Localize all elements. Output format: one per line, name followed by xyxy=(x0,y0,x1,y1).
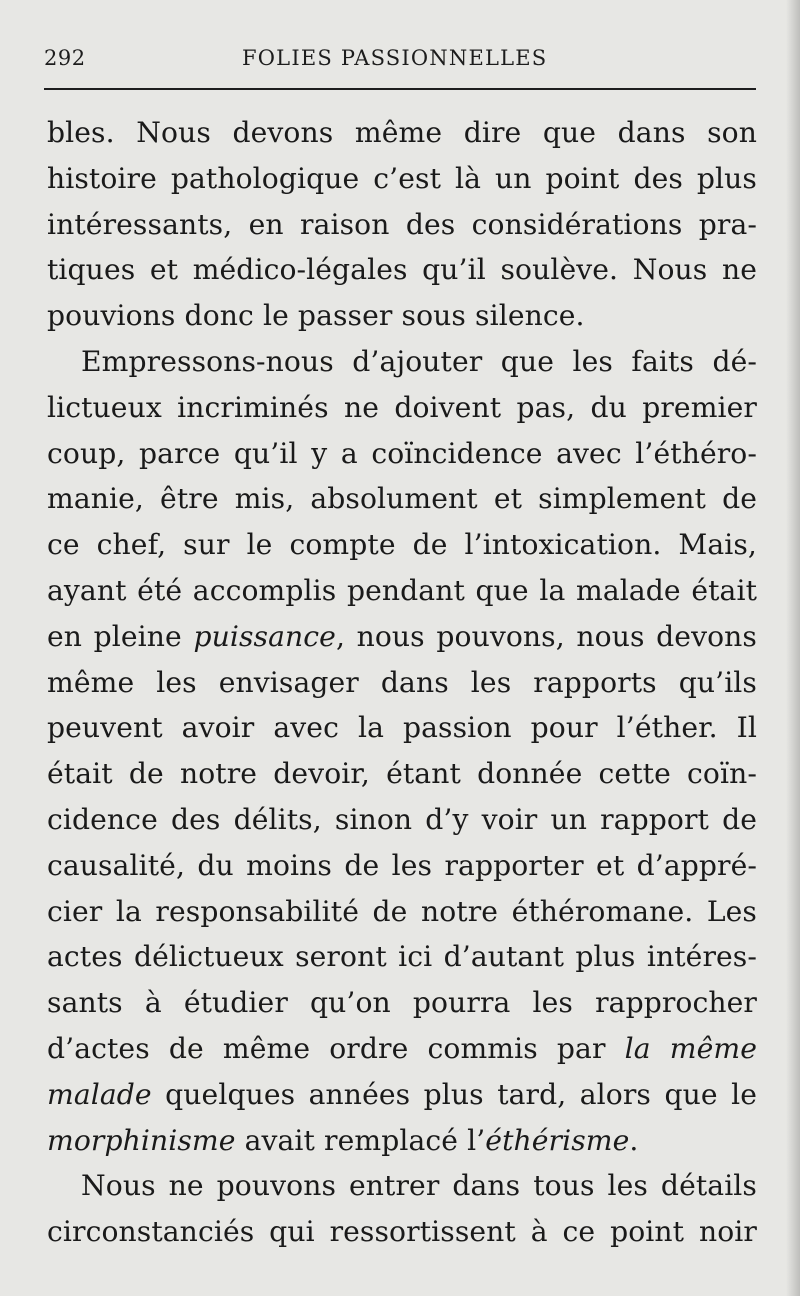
text-line xyxy=(47,751,757,797)
text-line xyxy=(47,1118,757,1164)
text-line xyxy=(47,431,757,477)
text-line xyxy=(47,614,757,660)
paragraph xyxy=(47,110,757,339)
text-run: d’actes de même ordre commis par xyxy=(47,1031,625,1065)
text-run: tiques et médico-légales qu’il soulève. Nous ne xyxy=(47,253,757,287)
text-line xyxy=(47,202,757,248)
text-run: ayant été accomplis pendant que la malade était xyxy=(47,573,757,607)
text-run: quelques années plus tard, alors que le xyxy=(151,1077,757,1111)
page-number: 292 xyxy=(44,46,86,70)
text-run: sants à étudier qu’on pourra les rapprocher xyxy=(47,986,757,1020)
italic-text: puissance xyxy=(193,619,336,653)
paragraph xyxy=(47,1163,757,1255)
running-title: FOLIES PASSIONNELLES xyxy=(242,46,548,70)
paragraph xyxy=(47,339,757,1163)
page-edge-shadow xyxy=(786,0,800,1296)
text-line xyxy=(47,1072,757,1118)
text-run: avait remplacé l’ xyxy=(235,1123,486,1157)
text-run: . xyxy=(629,1123,639,1157)
text-run: cier la responsabilité de notre éthéromane. Les xyxy=(47,894,757,928)
text-line xyxy=(47,1209,757,1255)
text-run: était de notre devoir, étant donnée cette coïn- xyxy=(47,757,757,791)
text-run: manie, être mis, absolument et simplement de xyxy=(47,482,757,516)
text-line xyxy=(47,110,757,156)
text-run: cidence des délits, sinon d’y voir un rapport de xyxy=(47,802,757,836)
text-run: histoire pathologique c’est là un point des plus xyxy=(47,161,757,195)
italic-text: morphinisme xyxy=(47,1123,236,1157)
text-line xyxy=(47,843,757,889)
text-run: Empressons-nous d’ajouter que les faits dé- xyxy=(81,344,757,378)
text-line xyxy=(47,889,757,935)
italic-text: éthérisme xyxy=(485,1123,630,1157)
text-run: actes délictueux seront ici d’autant plus intéres- xyxy=(47,940,757,974)
text-line xyxy=(47,797,757,843)
italic-text: malade xyxy=(47,1077,152,1111)
text-line xyxy=(47,934,757,980)
text-run: lictueux incriminés ne doivent pas, du premier xyxy=(47,390,757,424)
text-run: ce chef, sur le compte de l’intoxication. Mais, xyxy=(47,528,757,562)
text-line xyxy=(47,476,757,522)
text-line xyxy=(47,1026,757,1072)
text-line xyxy=(47,980,757,1026)
text-run: , nous pouvons, nous devons xyxy=(335,619,757,653)
text-run: peuvent avoir avec la passion pour l’éther. Il xyxy=(47,711,757,745)
text-run: même les envisager dans les rapports qu’ils xyxy=(47,665,757,699)
text-line xyxy=(47,247,757,293)
text-line xyxy=(47,156,757,202)
page-header xyxy=(44,42,756,76)
text-run: circonstanciés qui ressortissent à ce point noir xyxy=(47,1215,757,1249)
text-line xyxy=(47,705,757,751)
body-text xyxy=(47,110,757,1255)
text-line xyxy=(47,568,757,614)
text-line xyxy=(47,293,757,339)
text-run: intéressants, en raison des considérations pra- xyxy=(47,207,757,241)
text-line xyxy=(47,1163,757,1209)
text-line xyxy=(47,522,757,568)
text-run: pouvions donc le passer sous silence. xyxy=(47,299,585,333)
text-run: causalité, du moins de les rapporter et d’appré- xyxy=(47,848,757,882)
text-run: Nous ne pouvons entrer dans tous les détails xyxy=(81,1169,757,1203)
header-rule xyxy=(44,88,756,90)
text-run: bles. Nous devons même dire que dans son xyxy=(47,116,757,149)
text-run: coup, parce qu’il y a coïncidence avec l’éthéro- xyxy=(47,436,757,470)
italic-text: la même xyxy=(624,1031,757,1065)
text-line xyxy=(47,339,757,385)
text-line xyxy=(47,660,757,706)
text-line xyxy=(47,385,757,431)
text-run: en pleine xyxy=(47,619,194,653)
